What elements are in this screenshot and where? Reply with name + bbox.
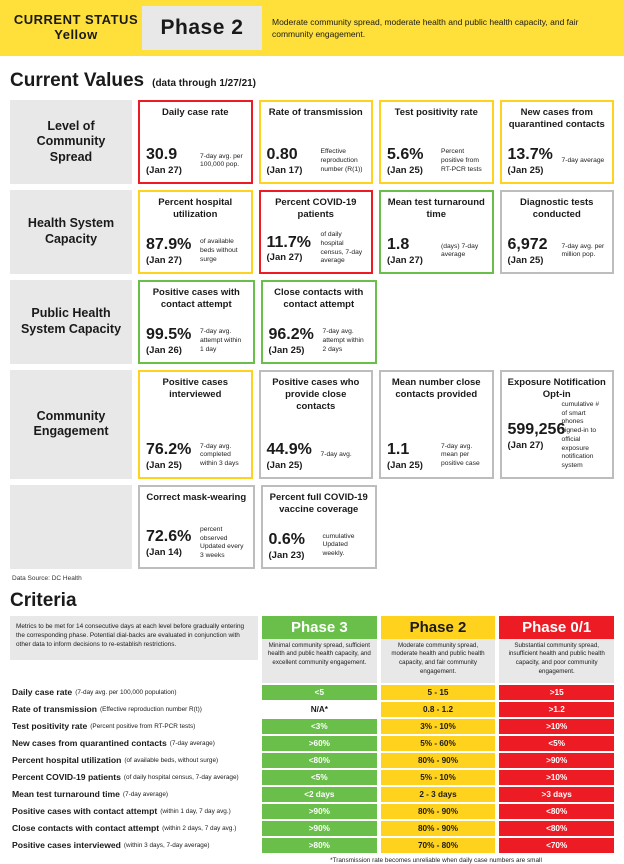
- metric-row-label: Health System Capacity: [10, 190, 132, 274]
- metric-value: 30.9: [146, 146, 178, 164]
- criteria-metric-label: Close contacts with contact attempt: [12, 823, 160, 834]
- metric-note: 7-day avg. attempt within 2 days: [322, 328, 364, 353]
- criteria-threshold-cell: N/A*: [262, 702, 377, 717]
- metric-card-placeholder: [383, 280, 496, 364]
- metric-row: [10, 370, 614, 479]
- metric-row: [10, 100, 614, 184]
- metric-value: 13.7%: [507, 146, 553, 164]
- metric-note: cumulative # of smart phones signed-in to official exposure notification system: [561, 401, 600, 469]
- criteria-threshold-cell: >1.2: [499, 702, 614, 717]
- current-status-value: Yellow: [54, 27, 98, 42]
- metric-date: (Jan 27): [266, 252, 303, 264]
- metric-note: 7-day avg. per million pop.: [561, 242, 605, 259]
- criteria-phase-column: [381, 616, 496, 683]
- criteria-metric-label: Positive cases interviewed: [12, 840, 121, 851]
- criteria-row: [10, 838, 614, 853]
- metric-card-placeholder: [383, 485, 496, 569]
- criteria-row-name: [10, 736, 258, 751]
- criteria-phase-title: Phase 2: [381, 616, 496, 639]
- metric-card[interactable]: [138, 190, 253, 274]
- criteria-threshold-cell: >60%: [262, 736, 377, 751]
- metric-note: cumulative Updated weekly.: [322, 532, 355, 558]
- criteria-threshold-cell: <2 days: [262, 787, 377, 802]
- metric-date: (Jan 17): [266, 165, 303, 176]
- metric-card-title: New cases from quarantined contacts: [508, 107, 605, 130]
- metric-card[interactable]: [500, 100, 615, 184]
- metric-value: 0.6%: [268, 531, 305, 549]
- criteria-metric-label: Percent hospital utilization: [12, 755, 122, 766]
- criteria-phase-description: Minimal community spread, sufficient health and public health capacity, and excellent community engagement.: [262, 639, 377, 683]
- criteria-metric-sublabel: (7-day avg. per 100,000 population): [75, 688, 177, 696]
- metric-card-body: [387, 146, 486, 176]
- criteria-footnote: *Transmission rate becomes unreliable when daily case numbers are small: [330, 856, 542, 864]
- criteria-phase-title: Phase 3: [262, 616, 377, 639]
- criteria-description-wrap: [10, 616, 258, 683]
- metric-card[interactable]: [138, 100, 253, 184]
- criteria-metric-label: Percent COVID-19 patients: [12, 772, 121, 783]
- metric-card-title: Mean test turnaround time: [387, 197, 485, 220]
- criteria-phase-headers: [258, 616, 614, 683]
- metric-value: 6,972: [507, 236, 548, 254]
- metric-card-title: Diagnostic tests conducted: [520, 197, 594, 220]
- current-status-block: [10, 0, 142, 56]
- criteria-metric-sublabel: (Effective reproduction number R(t)): [100, 705, 202, 713]
- criteria-metric-sublabel: (Percent positive from RT-PCR tests): [90, 722, 196, 730]
- metric-value: 1.1: [387, 441, 410, 459]
- metric-card[interactable]: [500, 370, 615, 479]
- metric-date: (Jan 14): [146, 547, 182, 559]
- metric-card-body: [269, 326, 370, 356]
- metric-row: [10, 485, 614, 569]
- metric-value: 44.9%: [266, 441, 312, 459]
- criteria-threshold-cell: 5% - 10%: [381, 770, 496, 785]
- metric-card-body: [269, 531, 370, 561]
- metric-date: (Jan 26): [146, 345, 182, 356]
- metric-card-title: Positive cases interviewed: [162, 377, 228, 400]
- metric-card[interactable]: [500, 190, 615, 274]
- criteria-title: Criteria: [10, 589, 77, 611]
- criteria-metric-sublabel: (7-day average): [169, 739, 215, 747]
- criteria-value-cells: [258, 702, 614, 717]
- criteria-row: [10, 719, 614, 734]
- metric-note: 7-day avg.: [320, 451, 352, 459]
- metric-card[interactable]: [379, 190, 494, 274]
- criteria-phase-column: [499, 616, 614, 683]
- metric-card-title: Daily case rate: [161, 107, 229, 118]
- metric-value: 87.9%: [146, 236, 192, 254]
- criteria-threshold-cell: >90%: [262, 821, 377, 836]
- criteria-description: Metrics to be met for 14 consecutive days at each level before gradually entering the corresponding phase. Potential dial-backs are evaluated in conjunction with other data to inform decisions to re-establish restrictions.: [10, 616, 258, 660]
- metric-date: (Jan 25): [268, 345, 305, 356]
- metric-card-body: [508, 401, 607, 471]
- criteria-row: [10, 770, 614, 785]
- criteria-threshold-cell: <80%: [499, 821, 614, 836]
- criteria-row-name: [10, 685, 258, 700]
- metric-date: (Jan 25): [387, 165, 423, 176]
- metric-date: (Jan 25): [387, 459, 423, 471]
- criteria-phase-description: Substantial community spread, insufficient health and public health capacity, and poor community engagement.: [499, 639, 614, 683]
- criteria-threshold-cell: 0.8 - 1.2: [381, 702, 496, 717]
- metric-note: Percent positive from RT-PCR tests: [441, 148, 482, 173]
- metric-date: (Jan 25): [507, 165, 544, 176]
- metric-date: (Jan 27): [507, 439, 544, 451]
- criteria-threshold-cell: >15: [499, 685, 614, 700]
- metric-note: 7-day avg. attempt within 1 day: [200, 328, 242, 353]
- metric-card-title: Percent hospital utilization: [158, 197, 233, 220]
- metric-value: 599,256: [507, 421, 566, 439]
- criteria-value-cells: [258, 804, 614, 819]
- criteria-threshold-cell: <70%: [499, 838, 614, 853]
- criteria-value-cells: [258, 770, 614, 785]
- metric-card-group: [132, 100, 614, 184]
- metric-note: of available beds without surge: [200, 238, 238, 263]
- metric-note: 7-day avg. completed within 3 days: [200, 442, 239, 468]
- criteria-metric-sublabel: (of daily hospital census, 7-day average): [123, 773, 239, 781]
- phase-badge-label: Phase 2: [160, 16, 244, 39]
- metric-value: 0.80: [266, 146, 298, 164]
- metric-value: 76.2%: [146, 441, 192, 459]
- criteria-metric-label: New cases from quarantined contacts: [12, 738, 167, 749]
- metric-value: 72.6%: [146, 528, 192, 546]
- criteria-value-cells: [258, 787, 614, 802]
- metric-date: (Jan 27): [146, 255, 182, 266]
- criteria-row: [10, 787, 614, 802]
- criteria-row-name: [10, 838, 258, 853]
- criteria-phase-column: [262, 616, 377, 683]
- metric-card-title: Positive cases with contact attempt: [152, 287, 240, 310]
- data-source: Data Source: DC Health: [12, 574, 82, 582]
- metric-card[interactable]: [138, 370, 253, 479]
- criteria-threshold-cell: <3%: [262, 719, 377, 734]
- metric-card-body: [387, 441, 486, 471]
- criteria-row-name: [10, 702, 258, 717]
- metric-date: (Jan 23): [268, 549, 305, 561]
- metric-value: 96.2%: [268, 326, 314, 344]
- metric-row-label: Community Engagement: [10, 370, 132, 479]
- current-values-subtitle: (data through 1/27/21): [152, 78, 257, 89]
- criteria-threshold-cell: <80%: [262, 753, 377, 768]
- criteria-phase-title: Phase 0/1: [499, 616, 614, 639]
- metric-card[interactable]: [261, 280, 378, 364]
- metric-value: 5.6%: [387, 146, 424, 164]
- metric-card-title: Percent full COVID-19 vaccine coverage: [269, 491, 368, 515]
- phase-description: Moderate community spread, moderate health and public health capacity, and fair community engagement.: [272, 16, 579, 39]
- current-values-header: [10, 70, 614, 92]
- metric-date: (Jan 27): [387, 255, 423, 266]
- metric-card-body: [146, 326, 247, 356]
- metric-card[interactable]: [138, 485, 255, 569]
- metric-card-body: [267, 441, 366, 471]
- metric-card-body: [508, 236, 607, 266]
- metric-card-title: Test positivity rate: [394, 107, 478, 118]
- criteria-row: [10, 821, 614, 836]
- metric-card[interactable]: [138, 280, 255, 364]
- phase-badge: [142, 6, 262, 50]
- criteria-value-cells: [258, 821, 614, 836]
- criteria-phase-description: Moderate community spread, moderate health and public health capacity, and fair community engagement.: [381, 639, 496, 683]
- metric-card[interactable]: [259, 100, 374, 184]
- metric-row: [10, 280, 614, 364]
- metric-card-title: Mean number close contacts provided: [391, 377, 481, 400]
- criteria-threshold-cell: 80% - 90%: [381, 804, 496, 819]
- criteria-row: [10, 804, 614, 819]
- metric-card-title: Rate of transmission: [268, 107, 363, 118]
- metric-note: 7-day avg. per 100,000 pop.: [200, 152, 243, 169]
- criteria-threshold-cell: <5%: [262, 770, 377, 785]
- criteria-threshold-cell: <5: [262, 685, 377, 700]
- criteria-metric-label: Positive cases with contact attempt: [12, 806, 158, 817]
- metric-card[interactable]: [261, 485, 378, 569]
- criteria-metric-label: Test positivity rate: [12, 721, 88, 732]
- criteria-row-name: [10, 770, 258, 785]
- metric-row-label: Public Health System Capacity: [10, 280, 132, 364]
- criteria-threshold-cell: 70% - 80%: [381, 838, 496, 853]
- criteria-threshold-cell: >90%: [262, 804, 377, 819]
- metric-row: [10, 190, 614, 274]
- metric-date: (Jan 25): [146, 459, 182, 471]
- metric-card-group: [132, 370, 614, 479]
- metric-card-body: [267, 146, 366, 176]
- metric-note: 7-day average: [561, 156, 605, 164]
- criteria-threshold-cell: <80%: [499, 804, 614, 819]
- metric-date: (Jan 25): [507, 255, 544, 266]
- metric-note: Effective reproduction number (R(1)): [320, 148, 363, 173]
- criteria-value-cells: [258, 685, 614, 700]
- criteria-threshold-cell: >10%: [499, 770, 614, 785]
- criteria-row-name: [10, 719, 258, 734]
- metric-note: percent observed Updated every 3 weeks: [200, 525, 244, 559]
- criteria-row-name: [10, 753, 258, 768]
- current-values-rows: [10, 100, 614, 569]
- metric-card[interactable]: [379, 370, 494, 479]
- criteria-threshold-cell: <5%: [499, 736, 614, 751]
- metric-note: of daily hospital census, 7-day average: [320, 231, 363, 265]
- metric-row-label: Level of Community Spread: [10, 100, 132, 184]
- criteria-rows: [10, 685, 614, 853]
- criteria-value-cells: [258, 753, 614, 768]
- metric-card-group: [132, 280, 614, 364]
- criteria-row-name: [10, 787, 258, 802]
- criteria-row: [10, 753, 614, 768]
- criteria-threshold-cell: >3 days: [499, 787, 614, 802]
- metric-card-title: Exposure Notification Opt-in: [507, 377, 606, 400]
- criteria-threshold-cell: 3% - 10%: [381, 719, 496, 734]
- criteria-header-row: [10, 616, 614, 683]
- criteria-metric-sublabel: (7-day average): [122, 790, 169, 798]
- criteria-metric-label: Daily case rate: [12, 687, 73, 698]
- metric-card-body: [146, 146, 245, 176]
- criteria-value-cells: [258, 838, 614, 853]
- metric-card-body: [146, 236, 245, 266]
- criteria-threshold-cell: >90%: [499, 753, 614, 768]
- metric-card-body: [508, 146, 607, 176]
- criteria-row-name: [10, 804, 258, 819]
- metric-card[interactable]: [259, 370, 374, 479]
- criteria-row-name: [10, 821, 258, 836]
- metric-card-placeholder: [502, 280, 615, 364]
- criteria-metric-sublabel: (of available beds, without surge): [124, 756, 219, 764]
- criteria-threshold-cell: 5 - 15: [381, 685, 496, 700]
- metric-value: 99.5%: [146, 326, 192, 344]
- criteria-threshold-cell: 2 - 3 days: [381, 787, 496, 802]
- criteria-value-cells: [258, 736, 614, 751]
- metric-card-group: [132, 485, 614, 569]
- metric-card-title: Percent COVID-19 patients: [275, 197, 357, 220]
- metric-card[interactable]: [379, 100, 494, 184]
- criteria-metric-sublabel: (within 2 days, 7 day avg.): [162, 824, 237, 832]
- metric-card-title: Correct mask-wearing: [146, 491, 247, 503]
- criteria-row: [10, 685, 614, 700]
- current-values-title: Current Values: [10, 70, 145, 91]
- criteria-metric-sublabel: (within 1 day, 7 day avg.): [160, 807, 231, 815]
- metric-card-body: [267, 231, 366, 266]
- status-header: [0, 0, 624, 56]
- criteria-threshold-cell: 80% - 90%: [381, 753, 496, 768]
- criteria-metric-sublabel: (within 3 days, 7-day average): [123, 841, 210, 849]
- metric-date: (Jan 27): [146, 165, 182, 176]
- criteria-metric-label: Mean test turnaround time: [12, 789, 120, 800]
- metric-row-label: [10, 485, 132, 569]
- metric-card-title: Positive cases who provide close contacts: [272, 377, 360, 412]
- metric-card-body: [387, 236, 486, 266]
- metric-value: 11.7%: [266, 233, 311, 251]
- criteria-metric-label: Rate of transmission: [12, 704, 98, 715]
- metric-date: (Jan 25): [266, 459, 303, 471]
- current-status-label: CURRENT STATUS: [13, 12, 139, 28]
- metric-card-body: [146, 441, 245, 471]
- footnote-row: [10, 853, 614, 864]
- metric-value: 1.8: [387, 236, 410, 254]
- metric-note: (days) 7-day average: [441, 242, 479, 259]
- metric-card-title: Close contacts with contact attempt: [274, 287, 364, 310]
- metric-card-group: [132, 190, 614, 274]
- metric-card[interactable]: [259, 190, 374, 274]
- criteria-threshold-cell: 5% - 60%: [381, 736, 496, 751]
- criteria-threshold-cell: >80%: [262, 838, 377, 853]
- criteria-threshold-cell: >10%: [499, 719, 614, 734]
- metric-note: 7-day avg. mean per positive case: [441, 442, 480, 468]
- metric-card-placeholder: [502, 485, 615, 569]
- metric-card-body: [146, 526, 247, 561]
- criteria-row: [10, 702, 614, 717]
- criteria-row: [10, 736, 614, 751]
- criteria-value-cells: [258, 719, 614, 734]
- criteria-threshold-cell: 80% - 90%: [381, 821, 496, 836]
